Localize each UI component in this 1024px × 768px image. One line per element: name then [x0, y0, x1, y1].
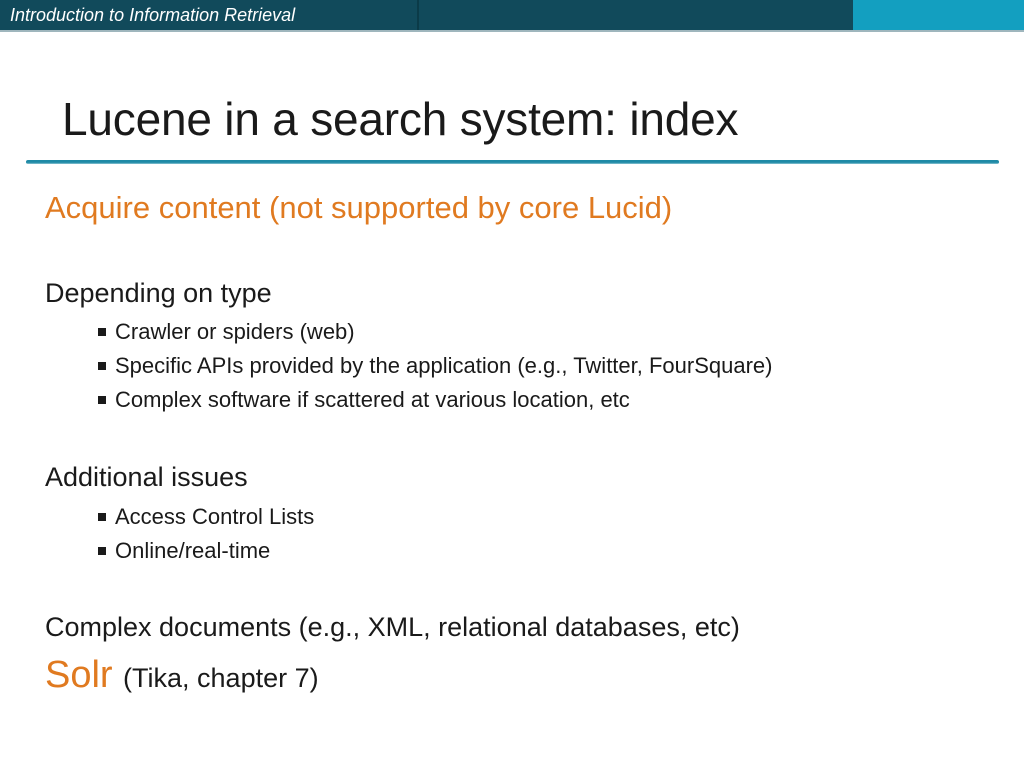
list-item-text: Specific APIs provided by the application (e.g., Twitter, FourSquare)	[115, 353, 773, 378]
tika-note: (Tika, chapter 7)	[123, 663, 319, 693]
square-bullet-icon	[98, 547, 106, 555]
header-shadow-line	[0, 30, 1024, 32]
complex-documents-line: Complex documents (e.g., XML, relational databases, etc)	[45, 612, 740, 642]
list-item	[97, 349, 773, 383]
header-bar	[0, 0, 1024, 32]
list-item-text: Access Control Lists	[115, 504, 315, 529]
depending-on-type-list	[97, 315, 773, 417]
square-bullet-icon	[98, 328, 106, 336]
solr-line	[45, 654, 319, 697]
header-divider	[417, 0, 419, 32]
list-item	[97, 383, 773, 417]
list-item-text: Complex software if scattered at various location, etc	[115, 387, 630, 412]
list-item	[97, 534, 314, 568]
additional-issues-list	[97, 500, 314, 568]
additional-issues-heading: Additional issues	[45, 462, 248, 492]
slide-title: Lucene in a search system: index	[62, 93, 739, 145]
list-item	[97, 500, 314, 534]
list-item	[97, 315, 773, 349]
acquire-content-heading: Acquire content (not supported by core Lucid)	[45, 190, 673, 225]
solr-label: Solr	[45, 654, 113, 696]
list-item-text: Crawler or spiders (web)	[115, 319, 355, 344]
square-bullet-icon	[98, 362, 106, 370]
list-item-text: Online/real-time	[115, 538, 271, 563]
square-bullet-icon	[98, 396, 106, 404]
depending-on-type-heading: Depending on type	[45, 278, 272, 308]
course-title: Introduction to Information Retrieval	[10, 5, 296, 25]
square-bullet-icon	[98, 513, 106, 521]
title-underline	[26, 160, 999, 164]
header-accent-block	[853, 0, 1024, 32]
